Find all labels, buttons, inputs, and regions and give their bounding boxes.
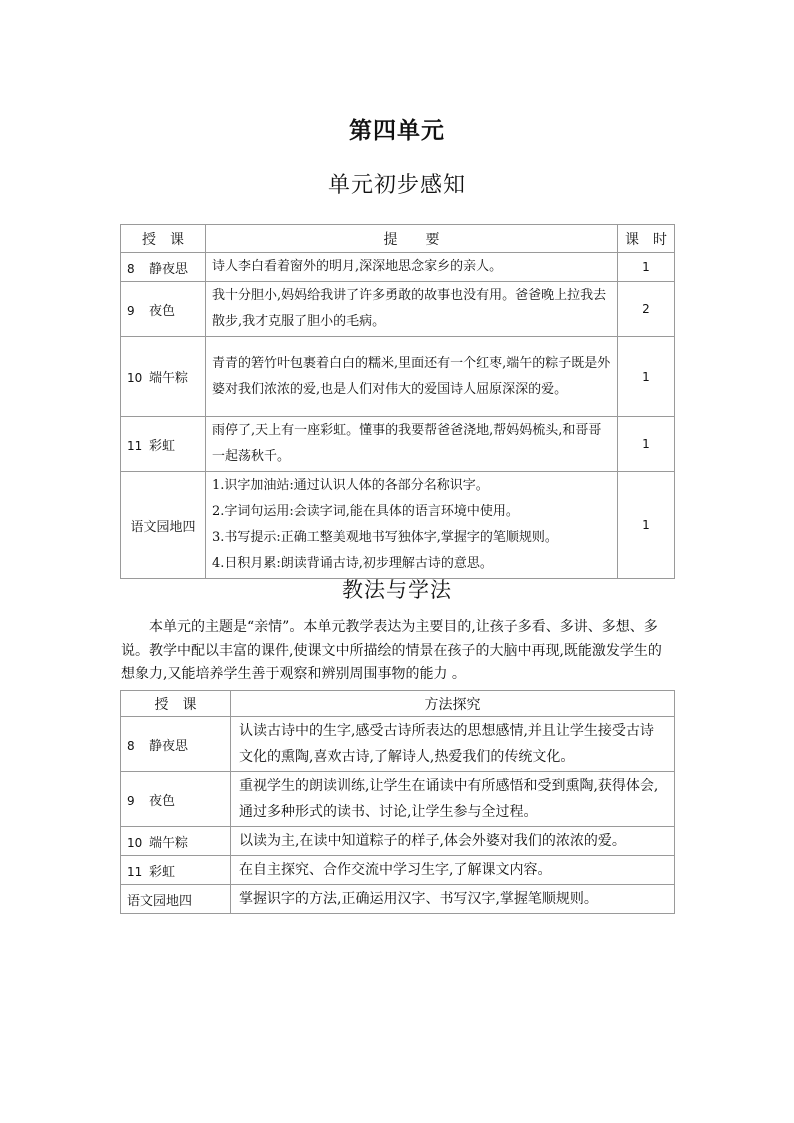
lesson-cell (121, 337, 206, 417)
lesson-cell (121, 885, 231, 914)
method-cell: 以读为主,在读中知道粽子的样子,体会外婆对我们的浓浓的爱。 (231, 827, 675, 856)
lesson-cell (121, 772, 231, 827)
header-lesson: 授 课 (121, 225, 206, 253)
hours-cell: 2 (618, 282, 675, 337)
garden-item: 1.识字加油站:通过认识人体的各部分名称识字。 (212, 478, 489, 493)
hours-cell: 1 (618, 417, 675, 472)
methods-title: 教法与学法 (342, 578, 452, 602)
lesson-name: 彩虹 (149, 864, 176, 880)
lesson-name: 静夜思 (149, 261, 189, 277)
method-cell: 掌握识字的方法,正确运用汉字、书写汉字,掌握笔顺规则。 (231, 885, 675, 914)
lesson-name: 端午粽 (149, 835, 189, 851)
lesson-number: 9 (127, 793, 135, 808)
methods-header-row (121, 691, 675, 717)
table-row (121, 337, 675, 417)
overview-table (120, 224, 675, 579)
lesson-number: 8 (127, 261, 135, 276)
overview-header-row (121, 225, 675, 253)
lesson-name: 夜色 (149, 303, 176, 319)
lesson-cell (121, 827, 231, 856)
header-summary: 提 要 (206, 225, 618, 253)
summary-cell: 我十分胆小,妈妈给我讲了许多勇敢的故事也没有用。爸爸晚上拉我去散步,我才克服了胆小的毛病。 (206, 282, 618, 337)
lesson-name: 语文园地四 (121, 472, 206, 579)
lesson-name: 彩虹 (149, 438, 176, 454)
lesson-cell (121, 282, 206, 337)
method-cell: 重视学生的朗读训练,让学生在诵读中有所感悟和受到熏陶,获得体会,通过多种形式的读书、讨论,让学生参与全过程。 (231, 772, 675, 827)
table-row (121, 885, 675, 914)
lesson-name: 语文园地四 (127, 893, 193, 909)
lesson-cell (121, 417, 206, 472)
table-row (121, 417, 675, 472)
lesson-number: 11 (127, 864, 143, 879)
lesson-cell (121, 717, 231, 772)
method-cell: 认读古诗中的生字,感受古诗所表达的思想感情,并且让学生接受古诗文化的熏陶,喜欢古诗,了解诗人,热爱我们的传统文化。 (231, 717, 675, 772)
hours-cell: 1 (618, 253, 675, 282)
summary-cell (206, 472, 618, 579)
intro-paragraph: 本单元的主题是“亲情”。本单元教学表达为主要目的,让孩子多看、多讲、多想、多说。教学中配以丰富的课件,使课文中所描绘的情景在孩子的大脑中再现,既能激发学生的想象力,又能培养学生善于观察和辨别周围事物的能力 。 (121, 619, 662, 682)
method-cell: 在自主探究、合作交流中学习生字,了解课文内容。 (231, 856, 675, 885)
table-row (121, 772, 675, 827)
methods-table (120, 690, 675, 914)
header-hours: 课 时 (618, 225, 675, 253)
summary-cell: 青青的箬竹叶包裹着白白的糯米,里面还有一个红枣,端午的粽子既是外婆对我们浓浓的爱,也是人们对伟大的爱国诗人屈原深深的爱。 (206, 337, 618, 417)
table-row (121, 253, 675, 282)
lesson-name: 静夜思 (149, 738, 189, 754)
lesson-number: 10 (127, 371, 143, 385)
table-row (121, 856, 675, 885)
table-row (121, 717, 675, 772)
hours-cell: 1 (618, 472, 675, 579)
garden-item: 2.字词句运用:会读字词,能在具体的语言环境中使用。 (212, 504, 519, 519)
lesson-number: 10 (127, 835, 143, 850)
lesson-number: 11 (127, 438, 143, 453)
header-lesson: 授 课 (121, 691, 231, 717)
lesson-cell (121, 253, 206, 282)
hours-cell: 1 (618, 337, 675, 417)
lesson-name: 端午粽 (149, 371, 189, 386)
header-method: 方法探究 (231, 691, 675, 717)
table-row (121, 472, 675, 579)
lesson-name: 夜色 (149, 793, 176, 809)
table-row (121, 827, 675, 856)
garden-item: 3.书写提示:正确工整美观地书写独体字,掌握字的笔顺规则。 (212, 530, 558, 545)
garden-item: 4.日积月累:朗读背诵古诗,初步理解古诗的意思。 (212, 556, 493, 571)
lesson-number: 9 (127, 303, 135, 318)
overview-title: 单元初步感知 (327, 173, 466, 198)
lesson-cell (121, 856, 231, 885)
lesson-number: 8 (127, 738, 135, 753)
table-row (121, 282, 675, 337)
unit-title: 第四单元 (349, 117, 445, 144)
summary-cell: 诗人李白看着窗外的明月,深深地思念家乡的亲人。 (206, 253, 618, 282)
summary-cell: 雨停了,天上有一座彩虹。懂事的我要帮爸爸浇地,帮妈妈梳头,和哥哥一起荡秋千。 (206, 417, 618, 472)
